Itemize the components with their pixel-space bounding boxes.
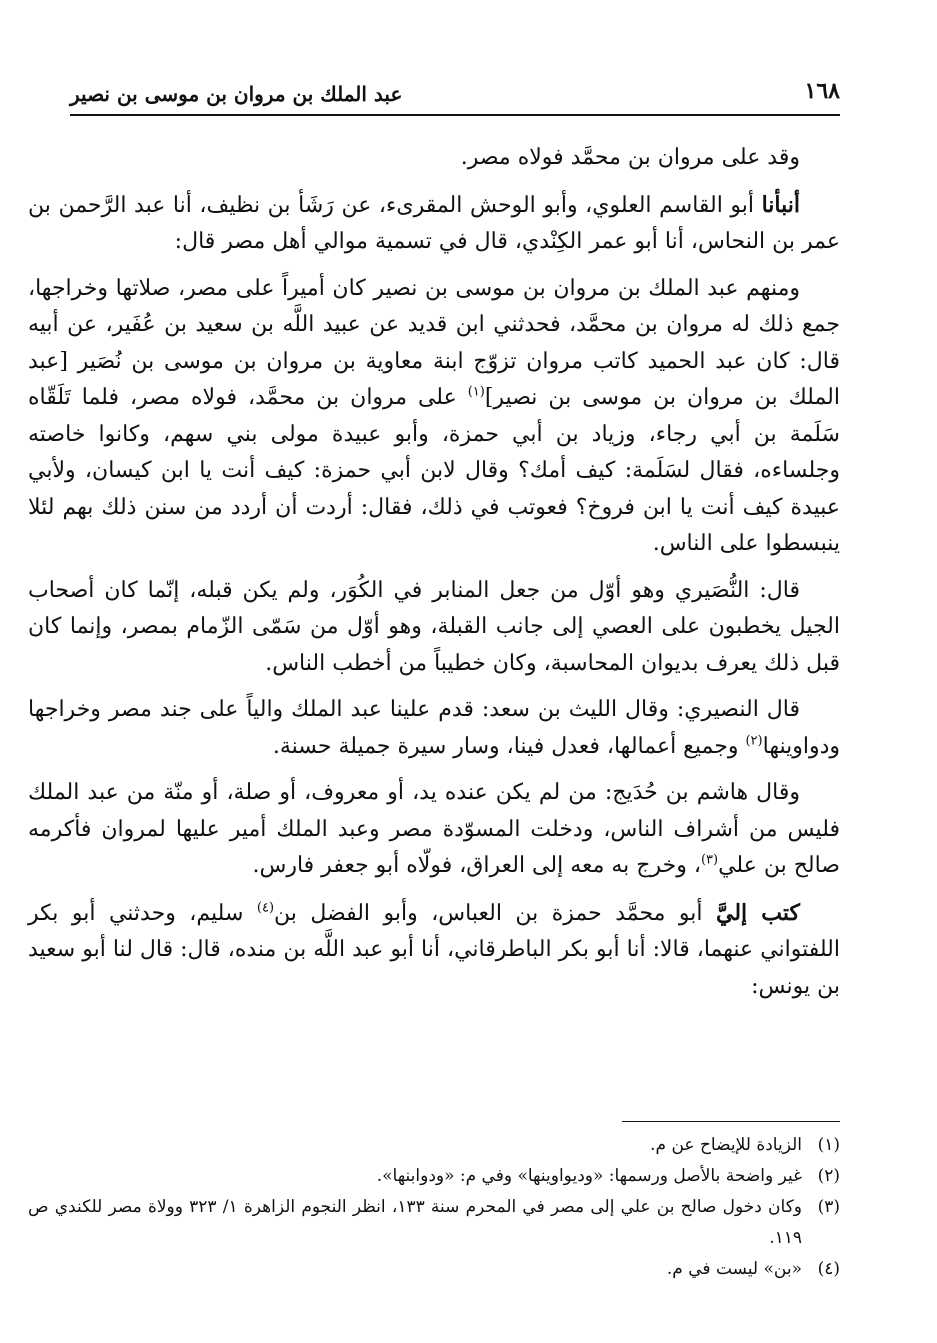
footnote-text: غير واضحة بالأصل ورسمها: «وديواوينها» وفي م: «ودوابنها». bbox=[376, 1166, 802, 1186]
paragraph-text: وقال هاشم بن حُدَيج: من لم يكن عنده يد، أو معروف، أو صلة، أو منّة من عبد الملك فليس من أشراف الناس، ودخلت المسوّدة مصر وعبد الملك أمير عليها لمروان فأكرمه صالح بن علي bbox=[28, 780, 840, 878]
paragraph-text: أبو القاسم العلوي، وأبو الوحش المقرىء، عن رَشَأ بن نظيف، أنا عبد الرَّحمن بن عمر بن النحاس، أنا أبو عمر الكِنْدي، قال في تسمية موالي أهل مصر قال: bbox=[28, 192, 840, 254]
footnote-marker: (٣) bbox=[700, 852, 719, 868]
footnote bbox=[28, 1130, 840, 1161]
footnote-marker: (٤) bbox=[256, 900, 275, 916]
isnad-lead: أنبأنا bbox=[761, 191, 800, 218]
paragraph bbox=[28, 271, 840, 563]
footnote-divider bbox=[622, 1121, 840, 1122]
paragraph bbox=[28, 140, 840, 177]
paragraph-text: قال النصيري: وقال الليث بن سعد: قدم علينا عبد الملك والياً على جند مصر وخراجها ودواوينها bbox=[28, 697, 840, 759]
paragraph-text: وقد على مروان بن محمَّد فولاه مصر. bbox=[460, 145, 800, 170]
paragraph bbox=[28, 187, 840, 261]
paragraph bbox=[28, 573, 840, 683]
footnote-text: الزيادة للإيضاح عن م. bbox=[650, 1135, 802, 1155]
page-header bbox=[70, 74, 840, 116]
footnotes bbox=[28, 1130, 840, 1285]
footnote-number: (٤) bbox=[817, 1259, 840, 1279]
main-text bbox=[28, 140, 840, 1005]
footnote-marker: (٢) bbox=[745, 733, 763, 749]
paragraph-text: قال: النُّصَيري وهو أوّل من جعل المنابر في الكُوَر، ولم يكن قبله، إنّما كان أصحاب الجيل يخطبون على العصي إلى جانب القبلة، وهو أوّل من سَمّى الزّمام بمصر، وإنما كان قبل ذلك يعرف بديوان المحاسبة، وكان خطيباً من أخطب الناس. bbox=[28, 577, 840, 676]
footnote-marker: (١) bbox=[467, 384, 485, 400]
isnad-lead: كتب إليَّ bbox=[716, 899, 801, 926]
footnote bbox=[28, 1254, 840, 1285]
footnote bbox=[28, 1161, 840, 1192]
footnote bbox=[28, 1192, 840, 1254]
paragraph bbox=[28, 775, 840, 885]
paragraph bbox=[28, 895, 840, 1006]
paragraph bbox=[28, 692, 840, 765]
footnote-number: (٢) bbox=[817, 1166, 840, 1186]
running-title: عبد الملك بن مروان بن موسى بن نصير bbox=[70, 82, 403, 106]
paragraph-text: وجميع أعمالها، فعدل فينا، وسار سيرة جميلة حسنة. bbox=[272, 733, 746, 759]
footnote-text: وكان دخول صالح بن علي إلى مصر في المحرم سنة ١٣٣، انظر النجوم الزاهرة ١/ ٣٢٣ وولاة مصر للكندي ص ١١٩. bbox=[28, 1197, 802, 1248]
footnote-text: «بن» ليست في م. bbox=[666, 1259, 802, 1279]
footnote-number: (٣) bbox=[817, 1197, 840, 1217]
paragraph-text: ، وخرج به معه إلى العراق، فولّاه أبو جعفر فارس. bbox=[252, 853, 701, 878]
footnote-number: (١) bbox=[817, 1135, 840, 1155]
paragraph-text: أبو محمَّد حمزة بن العباس، وأبو الفضل بن bbox=[274, 900, 716, 926]
paragraph-text: ومنهم عبد الملك بن مروان بن موسى بن نصير كان أميراً على مصر، صلاتها وخراجها، جمع ذلك له مروان بن محمَّد، فحدثني ابن قديد عن عبيد اللَّه بن سعيد بن عُفَير، عن أبيه قال: كان عبد الحميد كاتب مروان تزوّج ابنة معاوية بن مروان بن موسى بن نُصَير [عبد الملك بن مروان بن موسى بن نصير] bbox=[28, 275, 840, 410]
paragraph-text: سليم، وحدثني أبو بكر اللفتواني عنهما، قالا: أنا أبو بكر الباطرقاني، أنا أبو عبد اللَّه بن منده، قال: قال لنا أبو سعيد بن يونس: bbox=[28, 900, 840, 999]
paragraph-text: على مروان بن محمَّد، فولاه مصر، فلما تَلَقّاه سَلَمة بن أبي رجاء، وزياد بن أبي حمزة، وأبو عبيدة مولى بني سهم، وكانوا خاصته وجلساءه، فقال لسَلَمة: كيف أمك؟ وقال لابن أبي حمزة: كيف أنت يا ابن كيسان، ولأبي عبيدة كيف أنت يا ابن فروخ؟ فعوتب في ذلك، فقال: أردت أن أردد من سنن ذلك بهم لئلا ينبسطوا على الناس. bbox=[28, 385, 840, 556]
page-number: ١٦٨ bbox=[804, 78, 840, 104]
